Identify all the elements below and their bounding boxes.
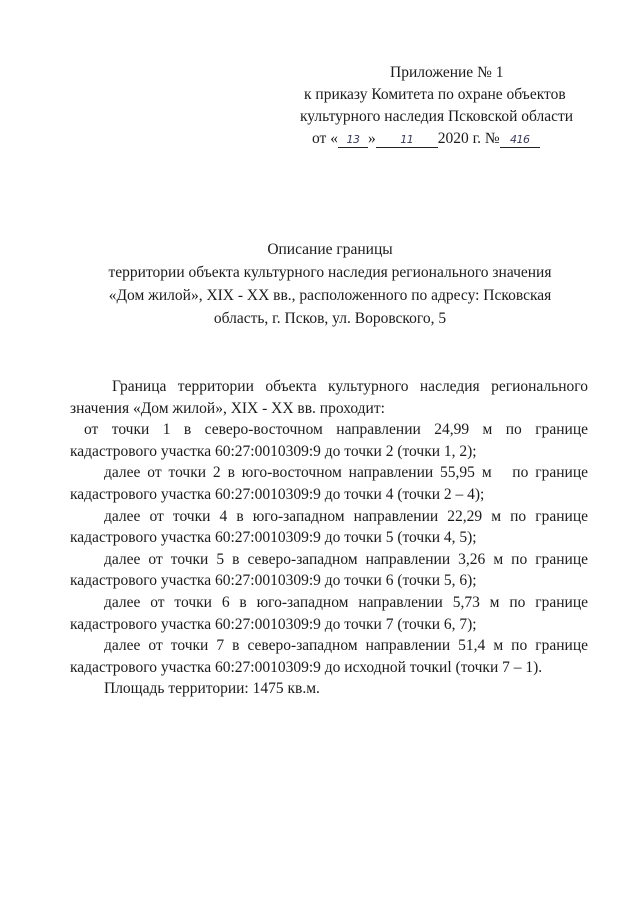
intro-line-1-text: Граница территории объекта культурного наследия регионального [112, 378, 588, 395]
intro-paragraph [70, 376, 588, 419]
segment-line-1 [70, 549, 588, 571]
segment-line-1 [70, 462, 588, 484]
segment-4-line-1: далее от точки 5 в северо-западном направлении 3,26 м по границе [104, 550, 588, 568]
segment-line-1 [70, 592, 588, 614]
segment-line-1 [70, 506, 588, 528]
date-day-field [338, 130, 368, 148]
segment-4-line-2: кадастрового участка 60:27:0010309:9 до точки 6 (точки 5, 6); [70, 572, 477, 590]
appendix-header [290, 62, 610, 150]
segment-item [70, 635, 588, 678]
document-body [70, 376, 588, 700]
title-line-3: «Дом жилой», XIX - XX вв., расположенного по адресу: Псковская [108, 287, 552, 304]
segment-3-line-2: кадастрового участка 60:27:0010309:9 до точки 5 (точки 4, 5); [70, 529, 477, 547]
segment-1-line-1: от точки 1 в северо-восточном направлении 24,99 м по границе [84, 421, 588, 439]
segment-5-line-2: кадастрового участка 60:27:0010309:9 до точки 7 (точки 6, 7); [70, 615, 477, 633]
appendix-title: Приложение № 1 [390, 64, 504, 81]
segment-1-line-2: кадастрового участка 60:27:0010309:9 до точки 2 (точки 1, 2); [70, 442, 477, 460]
segment-line-1 [70, 635, 588, 657]
title-line-4: область, г. Псков, ул. Воровского, 5 [213, 310, 447, 327]
date-month-field [376, 130, 438, 148]
segment-6-line-2: кадастрового участка 60:27:0010309:9 до исходной точкиl (точки 7 – 1). [70, 658, 543, 676]
segment-item [70, 549, 588, 592]
date-day-handwritten: 13 [346, 133, 360, 146]
title-line-1: Описание границы [267, 241, 393, 258]
order-number-field [500, 130, 540, 148]
segment-line-1 [70, 419, 588, 441]
appendix-order-line: к приказу Комитета по охране объектов [304, 86, 566, 103]
date-month-handwritten: 11 [400, 133, 414, 146]
territory-area: Площадь территории: 1475 кв.м. [104, 680, 320, 698]
appendix-date-line [290, 128, 610, 150]
date-year-label: 2020 г. № [437, 130, 500, 147]
intro-line-2: значения «Дом жилой», XIX - XX вв. проходит: [70, 399, 385, 417]
segment-item [70, 506, 588, 549]
segment-3-line-1: далее от точки 4 в юго-западном направлении 22,29 м по границе [104, 507, 588, 525]
segment-5-line-1: далее от точки 6 в юго-западном направлении 5,73 м по границе [104, 593, 588, 611]
segment-2-line-2: кадастрового участка 60:27:0010309:9 до точки 4 (точки 2 – 4); [70, 485, 485, 503]
segment-item [70, 419, 588, 462]
document-title [70, 238, 590, 330]
intro-line-1 [70, 376, 588, 398]
date-quote-close: » [367, 130, 376, 147]
segment-item [70, 462, 588, 505]
date-prefix: от « [312, 130, 338, 147]
segment-item [70, 592, 588, 635]
appendix-committee-line: культурного наследия Псковской области [300, 108, 574, 125]
segment-2-line-1: далее от точки 2 в юго-восточном направлении 55,95 м по границе [104, 464, 588, 482]
title-line-2: территории объекта культурного наследия регионального значения [108, 264, 552, 281]
segment-6-line-1: далее от точки 7 в северо-западном направлении 51,4 м по границе [104, 637, 588, 655]
order-number-handwritten: 416 [509, 133, 530, 146]
